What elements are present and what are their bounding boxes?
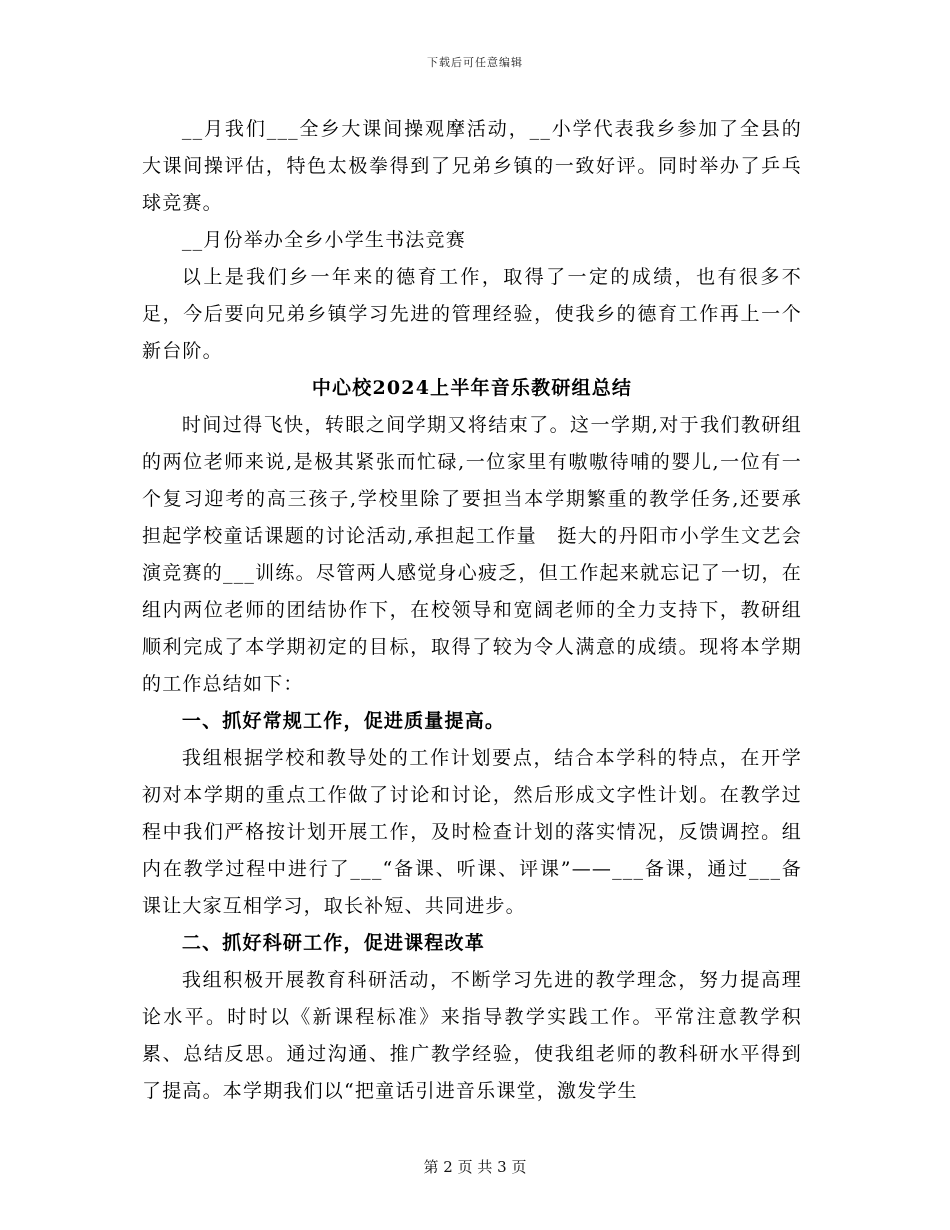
paragraph: 以上是我们乡一年来的德育工作，取得了一定的成绩，也有很多不足，今后要向兄弟乡镇学习先进的管理经验，使我乡的德育工作再上一个新台阶。 <box>142 266 802 362</box>
page-footer: 第 2 页 共 3 页 <box>423 1158 527 1176</box>
paragraph: 我组根据学校和教导处的工作计划要点，结合本学科的特点，在开学初对本学期的重点工作做了讨论和讨论，然后形成文字性计划。在教学过程中我们严格按计划开展工作，及时检查计划的落实情况，反馈调控。组内在教学过程中进行了___“备课、听课、评课”——___备课，通过___备课让大家互相学习，取长补短、共同进步。 <box>142 747 802 917</box>
section-heading: 二、抓好科研工作，促进课程改革 <box>181 932 485 954</box>
paragraph: __月我们___全乡大课间操观摩活动，__小学代表我乡参加了全县的大课间操评估，特色太极拳得到了兄弟乡镇的一致好评。同时举办了乒乓球竞赛。 <box>142 118 802 214</box>
paragraph: __月份举办全乡小学生书法竞赛 <box>181 229 466 251</box>
section-heading: 一、抓好常规工作，促进质量提高。 <box>181 710 506 732</box>
section-title: 中心校2024上半年音乐教研组总结 <box>311 377 633 399</box>
document-body <box>142 111 802 1110</box>
page-header: 下载后可任意编辑 <box>427 56 523 69</box>
paragraph: 我组积极开展教育科研活动，不断学习先进的教学理念，努力提高理论水平。时时以《新课程标准》来指导教学实践工作。平常注意教学积累、总结反思。通过沟通、推广教学经验，使我组老师的教科研水平得到了提高。本学期我们以“把童话引进音乐课堂，激发学生 <box>142 969 802 1102</box>
paragraph: 时间过得飞快，转眼之间学期又将结束了。这一学期,对于我们教研组的两位老师来说,是极其紧张而忙碌,一位家里有嗷嗷待哺的婴儿,一位有一个复习迎考的高三孩子,学校里除了要担当本学期繁重的教学任务,还要承担起学校童话课题的讨论活动,承担起工作量 挺大的丹阳市小学生文艺会演竞赛的___训练。尽管两人感觉身心疲乏，但工作起来就忘记了一切，在组内两位老师的团结协作下，在校领导和宽阔老师的全力支持下，教研组顺利完成了本学期初定的目标，取得了较为令人满意的成绩。现将本学期的工作总结如下： <box>142 414 802 695</box>
